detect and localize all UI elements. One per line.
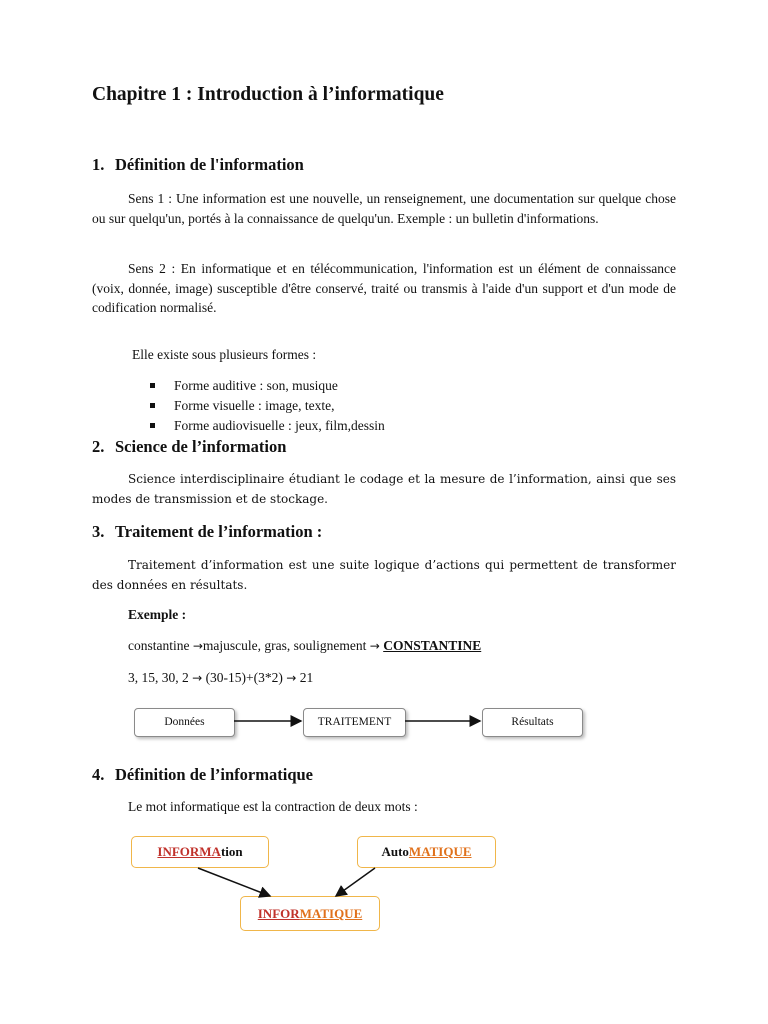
arrow-right-icon: → [192,671,203,685]
sens-2-paragraph: Sens 2 : En informatique et en télécommunication, l'information est un élément de connaissance (voix, donnée, image) susceptible d'être conservé, traité ou transmis à l'aide d'un support et d'un mode de codification normalisé. [92,261,676,315]
page-title: Chapitre 1 : Introduction à l’informatique [92,84,444,105]
section-title: Traitement de l’information : [115,522,323,541]
list-item: Forme visuelle : image, texte, [150,396,385,416]
section-number: 2. [92,437,105,456]
word-box-informatique: INFORMATIQUE [240,896,380,931]
merge-arrow [198,868,270,896]
arrow-right-icon: → [192,639,203,653]
section-title: Définition de l'information [115,155,304,174]
flow-box-traitement: TRAITEMENT [303,708,406,737]
section-title: Définition de l’informatique [115,765,313,784]
section-number: 1. [92,155,105,174]
example-1: constantine →majuscule, gras, soulignement → CONSTANTINE [128,638,482,653]
section-title: Science de l’information [115,437,287,456]
forms-intro: Elle existe sous plusieurs formes : [132,347,317,362]
word-box-information: INFORMAtion [131,836,269,868]
flow-box-donnees: Données [134,708,235,737]
sens-1-paragraph: Sens 1 : Une information est une nouvelle, un renseignement, une documentation sur quelque chose ou sur quelqu'un, portés à la connaissance de quelqu'un. Exemple : un bulletin d'informations. [92,191,676,226]
word-box-automatique: AutoMATIQUE [357,836,496,868]
example-label: Exemple : [128,607,187,622]
merge-arrow [336,868,375,896]
informatique-intro: Le mot informatique est la contraction de deux mots : [128,799,418,814]
section-number: 3. [92,522,105,541]
flow-box-resultats: Résultats [482,708,583,737]
list-item: Forme auditive : son, musique [150,376,385,396]
science-paragraph: Science interdisciplinaire étudiant le codage et la mesure de l’information, ainsi que ses modes de transmission et de stockage. [92,472,676,506]
arrow-right-icon: → [369,639,380,653]
arrow-right-icon: → [286,671,297,685]
list-item: Forme audiovisuelle : jeux, film,dessin [150,416,385,436]
example-2: 3, 15, 30, 2 → (30-15)+(3*2) → 21 [128,670,314,685]
section-number: 4. [92,765,105,784]
example-1-result: CONSTANTINE [383,638,482,653]
traitement-paragraph: Traitement d’information est une suite logique d’actions qui permettent de transformer des données en résultats. [92,558,676,592]
